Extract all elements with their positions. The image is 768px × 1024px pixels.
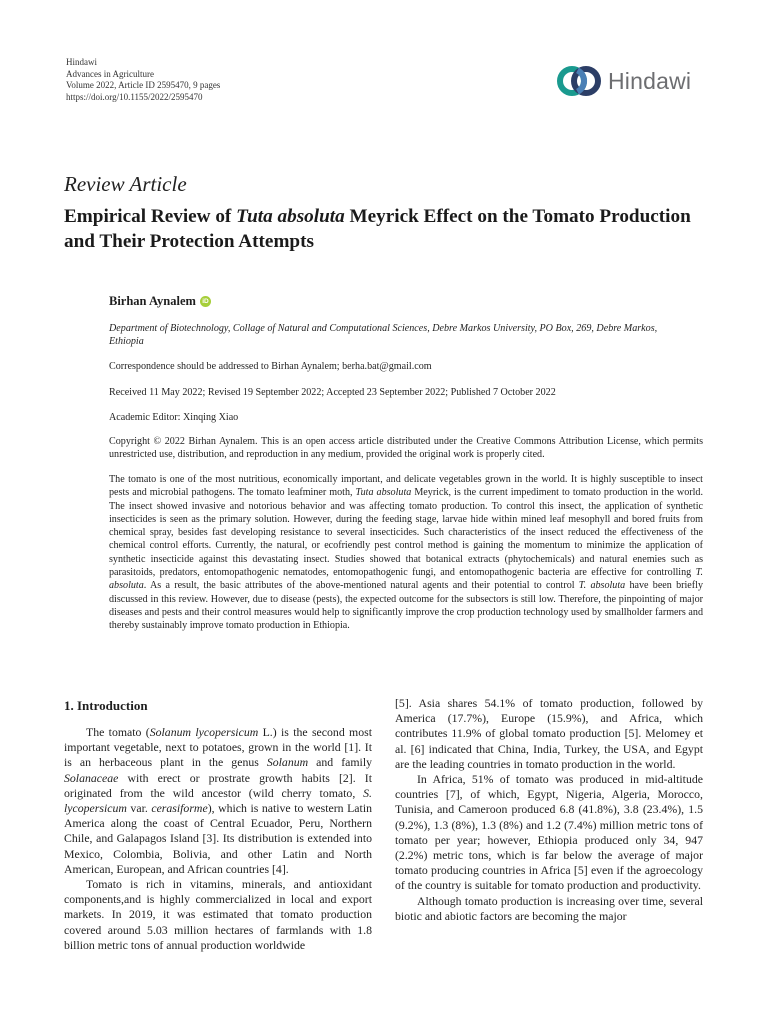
abstract xyxy=(109,473,703,633)
intro-paragraph-3: [5]. Asia shares 54.1% of tomato production, followed by America (17.7%), Europe (15.9%), and Africa, which contributes 11.9% of global tomato production [5]. Melomey et al. [6] indicated that China, India, Turkey, the USA, and Egypt are the leading countries in tomato production in the world. xyxy=(395,696,703,771)
text: ), which is native to western Latin America along the coast of Central Ecuador, Peru, Northern Chile, and Galapagos Island [3]. Its distribution is extended into Mexico, Colombia, Bolivia, and other Latin and North American, European, and African countries [4]. xyxy=(64,801,372,876)
journal-name: Advances in Agriculture xyxy=(66,68,154,79)
orcid-icon[interactable]: iD xyxy=(200,296,211,307)
title-text-1: Empirical Review of xyxy=(64,206,237,227)
italic-text: Solanaceae xyxy=(64,770,119,785)
italic-text: cerasiforme xyxy=(151,801,208,816)
italic-text: Solanum xyxy=(266,755,309,770)
volume-info: Volume 2022, Article ID 2595470, 9 pages xyxy=(66,80,221,91)
academic-editor: Academic Editor: Xinqing Xiao xyxy=(109,412,239,423)
intro-paragraph-2: Tomato is rich in vitamins, minerals, and antioxidant components,and is highly commercialized in local and export markets. In 2019, it was estimated that tomato production covered around 5.03 million hectares of farmlands with 1.8 billion metric tons of annual production worldwide xyxy=(64,877,372,952)
abstract-text-3: . As a result, the basic attributes of the above-mentioned natural agents and their potential to control xyxy=(143,580,579,592)
text: and family xyxy=(308,755,372,770)
article-title xyxy=(64,204,714,254)
correspondence: Correspondence should be addressed to Birhan Aynalem; berha.bat@gmail.com xyxy=(109,361,432,372)
section-heading: 1. Introduction xyxy=(64,698,148,713)
text: L.) is the second most important vegetable, next to potatoes, grown in the world [1]. It is an herbaceous plant in the genus xyxy=(64,725,373,770)
publisher-name: Hindawi xyxy=(66,57,97,67)
hindawi-logo xyxy=(556,63,691,99)
logo-text: Hindawi xyxy=(608,67,692,94)
copyright-notice: Copyright © 2022 Birhan Aynalem. This is an open access article distributed under the Creative Commons Attribution License, which permits unrestricted use, distribution, and reproduction in any medium, provided the original work is properly cited. xyxy=(109,436,703,461)
hindawi-rings-icon xyxy=(556,63,602,99)
italic-text: Solanum lycopersicum xyxy=(149,725,259,739)
intro-paragraph-5: Although tomato production is increasing over time, several biotic and abiotic factors are becoming the major xyxy=(395,893,703,923)
author-name[interactable]: Birhan Aynalem xyxy=(109,294,196,308)
text: The tomato ( xyxy=(86,725,150,739)
journal-info xyxy=(66,57,220,103)
title-text-2: Meyrick Effect on the Tomato Production and Their Protection Attempts xyxy=(64,206,691,252)
title-species: Tuta absoluta xyxy=(236,206,345,227)
article-type: Review Article xyxy=(64,172,187,196)
affiliation: Department of Biotechnology, Collage of Natural and Computational Sciences, Debre Markos University, PO Box, 269, Debre Markos, Ethiopia xyxy=(109,323,658,348)
abstract-text-4: have been briefly discussed in this review. However, due to disease (pests), the expected outcome for the subsectors is still low. Therefore, the pinpointing of major diseases and pests and their control measures would help to significantly improve the crop production technology used by smallholder farmers and thereby sustainably improve tomato production in Ethiopia. xyxy=(109,580,703,632)
abstract-text-1: The tomato is one of the most nutritious, economically important, and delicate vegetables grown in the world. It is highly susceptible to insect pests and microbial pathogens. The tomato leafminer moth, xyxy=(109,474,703,499)
italic-text: S. lycopersicum xyxy=(64,785,372,816)
doi-link[interactable]: https://doi.org/10.1155/2022/2595470 xyxy=(66,91,203,102)
author xyxy=(109,294,211,309)
text: var. xyxy=(126,801,152,816)
text: with erect or prostrate growth habits [2]. It originated from the wild ancestor (wild cherry tomato, xyxy=(64,770,372,800)
intro-paragraph-1 xyxy=(64,725,372,877)
right-column xyxy=(395,696,703,924)
intro-paragraph-4: In Africa, 51% of tomato was produced in mid-altitude countries [7], of which, Egypt, Nigeria, Algeria, Morocco, Tunisia, and Cameroon produced 6.8 (41.8%), 3.8 (23.4%), 1.5 (9.2%), 1.3 (8%), 1.3 (8%) and 1.2 (7.4%) million metric tons of tomato per year; however, Ethiopia produced only 34, 947 (2.2%) metric tons, which is far below the average of major tomato producing countries in Africa [5] even if the agroecology of the country is suitable for tomato production and productivity. xyxy=(395,772,703,893)
abstract-text-2: Meyrick, is the current impediment to tomato production in the world. The insect showed invasive and notorious behavior and was affecting tomato production. To control this insect, the application of synthetic insecticides is seen as the primary solution. However, during the feeding stage, larvae hide within mined leaf mesophyll and bored fruits from chemical spray, besides fast developing resistance to several insecticides. Such characteristics of the insect reduced the effectiveness of the chemical control efforts. Currently, the natural, or ecofriendly pest control method is gaining the momentum to minimize the application of synthetic insecticide against this devastating insect. Studies showed that botanical extracts (phytochemicals) and natural enemies such as parasitoids, predators, entomopathogenic nematodes, entomopathogenic fungi, and entomopathogenic bacteria are effective for controlling xyxy=(109,487,703,579)
left-column xyxy=(64,725,372,953)
abstract-paragraph xyxy=(109,473,703,633)
publication-dates: Received 11 May 2022; Revised 19 September 2022; Accepted 23 September 2022; Published 7 October 2022 xyxy=(109,387,556,398)
abstract-italic-3: T. absoluta xyxy=(578,580,626,592)
abstract-italic-2: T. absoluta xyxy=(109,567,703,592)
abstract-italic-1: Tuta absoluta xyxy=(355,487,412,499)
